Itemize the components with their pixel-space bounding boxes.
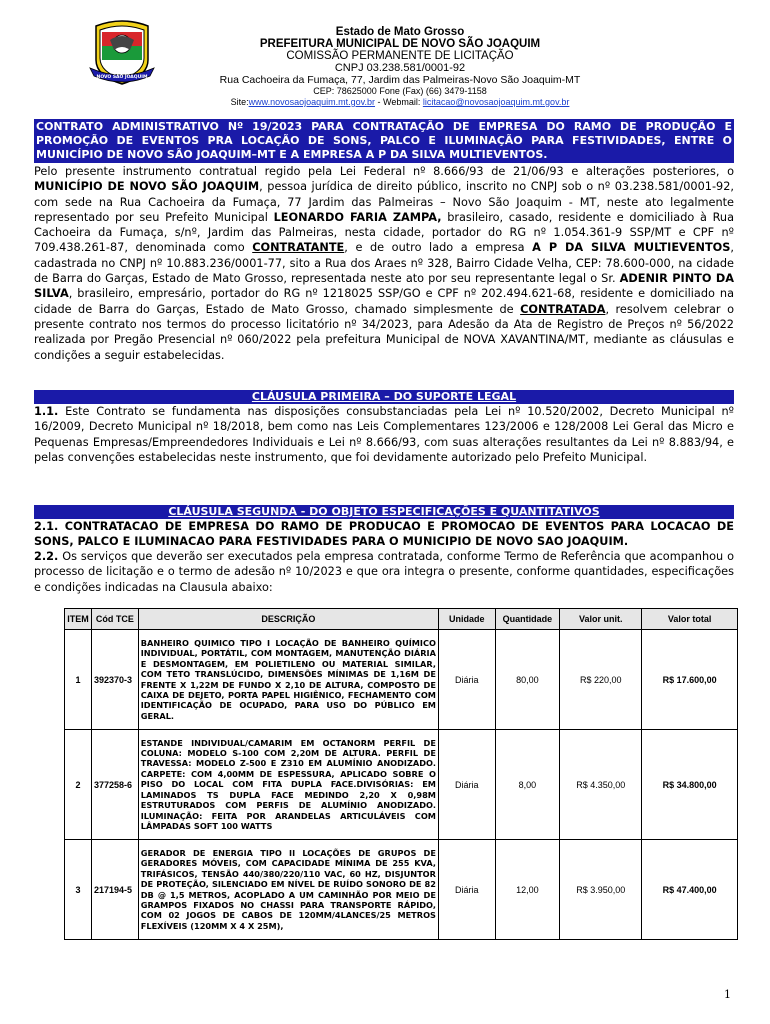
col-unidade: Unidade <box>438 609 495 630</box>
contract-title-banner: CONTRATO ADMINISTRATIVO Nº 19/2023 PARA CONTRATAÇÃO DE EMPRESA DO RAMO DE PRODUÇÃO E PROMOÇÃO DE EVENTOS PRA LOCAÇÃO DE SONS, PALCO E ILUMINAÇÃO PARA FESTIVIDADES, ENTRE O MUNICÍPIO DE NOVO SÃO JOAQUIM–MT E A EMPRESA A P DA SILVA MULTIEVENTOS. <box>36 120 732 161</box>
cell-quantidade: 12,00 <box>495 840 560 940</box>
municipal-coat-of-arms-logo <box>88 16 156 88</box>
cell-valor-total: R$ 47.400,00 <box>642 840 738 940</box>
clause-1-title: CLÁUSULA PRIMEIRA – DO SUPORTE LEGAL <box>34 390 734 404</box>
cell-cod: 217194-5 <box>91 840 138 940</box>
items-table <box>64 608 738 940</box>
empresa-name: A P DA SILVA MULTIEVENTOS <box>532 241 731 255</box>
representante-name: ADENIR PINTO DA SILVA <box>34 272 734 301</box>
cell-valor-unit: R$ 4.350,00 <box>560 730 642 840</box>
prefeitura-name: PREFEITURA MUNICIPAL DE NOVO SÃO JOAQUIM <box>259 38 541 50</box>
address: Rua Cachoeira da Fumaça, 77, Jardim das Palmeiras-Novo São Joaquim-MT <box>219 74 581 86</box>
state-name: Estado de Mato Grosso <box>335 26 465 38</box>
cell-desc: ESTANDE INDIVIDUAL/CAMARIM EM OCTANORM PERFIL DE COLUNA: MODELO S-100 COM 2,20M DE ALTURA. PERFIL DE TRAVESSA: MODELO Z-500 E Z310 EM ALUMÍNIO ANODIZADO. CARPETE: COM 4,00MM DE ESPESSURA, APLICADO SOBRE O PISO DO LOCAL COM FITA DUPLA FACE.DIVISÓRIAS: EM LAMINADOS TS DUPLA FACE MEDINDO 2,20 X 0,98M ESTRUTURADOS COM PERFIS DE ALUMÍNIO ANODIZADO. ILUMINAÇÃO: FEITA POR ARANDELAS ARTICULÁVEIS COM LÂMPADAS SOFT 100 WATTS <box>138 730 438 840</box>
svg-text:NOVO SÃO JOAQUIM: NOVO SÃO JOAQUIM <box>96 75 148 80</box>
col-valor-total: Valor total <box>642 609 738 630</box>
table-row <box>65 630 738 730</box>
clause-1-text: 1.1. Este Contrato se fundamenta nas disposições consubstanciadas pela Lei nº 10.520/2002, Decreto Municipal nº 16/2009, Decreto Municipal nº 18/2018, bem como nas Leis Complementares 123/2006 e 128/2008 Lei Geral das Micro e Pequenas Empresas/Empreendedores Individuais e Lei nº 8.666/93, com suas alterações resultantes da Lei nº 8.883/94, e pelas convenções estabelecidas neste instrumento, que foi devidamente autorizado pelo Prefeito Municipal. <box>34 405 734 464</box>
clause-1-number: 1.1. <box>34 405 59 418</box>
cell-valor-total: R$ 17.600,00 <box>642 630 738 730</box>
commission-name: COMISSÃO PERMANENTE DE LICITAÇÃO <box>286 50 514 62</box>
webmail-link[interactable]: licitacao@novosaojoaquim.mt.gov.br <box>422 97 570 107</box>
contratada-label: CONTRATADA <box>520 302 606 316</box>
cnpj: CNPJ 03.238.581/0001-92 <box>334 62 466 74</box>
table-row <box>65 840 738 940</box>
col-quantidade: Quantidade <box>495 609 560 630</box>
cell-desc: GERADOR DE ENERGIA TIPO II LOCAÇÕES DE GRUPOS DE GERADORES MÓVEIS, COM CAPACIDADE MÍNIMA DE 255 KVA, TRIFÁSICOS, TENSÃO 440/380/220/110 VAC, 60 HZ, DISJUNTOR DE PROTEÇÃO, SILENCIADO EM NÍVEL DE RUÍDO SONORO DE 82 DB @ 1,5 METROS, ACOPLADO A UM CAMINHÃO POR MEIO DE GRAMPOS FIXADOS NO CHASSI PARA TRANSPORTE RÁPIDO, COM 02 JOGOS DE CABOS DE 120MM/4LANCES/25 METROS FLEXÍVEIS (120MM X 4 X 25M), <box>138 840 438 940</box>
cell-valor-unit: R$ 3.950,00 <box>560 840 642 940</box>
intro-paragraph: Pelo presente instrumento contratual regido pela Lei Federal nº 8.666/93 de 21/06/93 e alterações posteriores, o MUNICÍPIO DE NOVO SÃO JOAQUIM, pessoa jurídica de direito público, inscrito no CNPJ sob o nº 03.238.581/0001-92, com sede na Rua Cachoeira da Fumaça, 77 Jardim das Palmeiras – Novo São Joaquim - MT, neste ato legalmente representado por seu Prefeito Municipal LEONARDO FARIA ZAMPA, brasileiro, casado, residente e domiciliado à Rua Cachoeira da Fumaça, s/nº, Jardim das Palmeiras, nesta cidade, portador do RG nº 1.054.361-9 SSP/MT e CPF nº 709.438.261-87, denominada como CONTRATANTE, e de outro lado a empresa A P DA SILVA MULTIEVENTOS, cadastrada no CNPJ nº 10.883.236/0001-77, sito a Rua dos Araes nº 328, Bairro Cidade Velha, CEP: 78.600-000, na cidade de Barra do Garças, Estado de Mato Grosso, representada neste ato por seu representante legal o Sr. ADENIR PINTO DA SILVA, brasileiro, empresário, portador do RG nº 1218025 SSP/GO e CPF nº 202.494.621-68, residente e domiciliado na cidade de Barra do Garças, Estado de Mato Grosso, chamado simplesmente de CONTRATADA, resolvem celebrar o presente contrato nos termos do processo licitatório nº 34/2023, para Adesão da Ata de Registro de Preços nº 56/2022 realizada por Pregão Presencial nº 060/2022 pela prefeitura Municipal de NOVA XAVANTINA/MT, mediante as cláusulas e condições a seguir estabelecidas. <box>34 165 735 362</box>
letterhead <box>190 26 610 108</box>
table-row <box>65 730 738 840</box>
col-item: ITEM <box>65 609 92 630</box>
site-prefix: Site: <box>230 97 249 107</box>
site-line <box>190 97 610 108</box>
cell-item: 3 <box>65 840 92 940</box>
clause-2-title: CLÁUSULA SEGUNDA - DO OBJETO ESPECIFICAÇÕES E QUANTITATIVOS <box>34 505 734 519</box>
col-valor-unit: Valor unit. <box>560 609 642 630</box>
contratante-label: CONTRATANTE <box>252 241 345 255</box>
cell-unidade: Diária <box>438 630 495 730</box>
cell-valor-unit: R$ 220,00 <box>560 630 642 730</box>
site-link[interactable]: www.novosaojoaquim.mt.gov.br <box>248 97 376 107</box>
cell-cod: 392370-3 <box>91 630 138 730</box>
cell-unidade: Diária <box>438 840 495 940</box>
col-cod-tce: Cód TCE <box>91 609 138 630</box>
cell-item: 1 <box>65 630 92 730</box>
clause-2-2-number: 2.2. <box>34 550 59 563</box>
cell-item: 2 <box>65 730 92 840</box>
cell-quantidade: 8,00 <box>495 730 560 840</box>
cell-valor-total: R$ 34.800,00 <box>642 730 738 840</box>
clause-2-1: 2.1. CONTRATACAO DE EMPRESA DO RAMO DE PRODUCAO E PROMOCAO DE EVENTOS PARA LOCACAO DE SONS, PALCO E ILUMINACAO PARA FESTIVIDADES PARA O MUNICIPIO DE NOVO SAO JOAQUIM. <box>34 520 734 548</box>
cell-cod: 377258-6 <box>91 730 138 840</box>
col-descricao: DESCRIÇÃO <box>138 609 438 630</box>
page-number: 1 <box>724 988 731 1001</box>
cep-phone: CEP: 78625000 Fone (Fax) (66) 3479-1158 <box>313 86 487 96</box>
clause-2-2: 2.2. Os serviços que deverão ser executados pela empresa contratada, conforme Termo de Referência que acompanhou o processo de licitação e o termo de adesão nº 10/2023 e que ora integra o presente, conforme quantidades, especificações e condições indicadas na Clausula abaixo: <box>34 550 734 594</box>
municipio-name: MUNICÍPIO DE NOVO SÃO JOAQUIM <box>34 180 260 194</box>
cell-quantidade: 80,00 <box>495 630 560 730</box>
prefeito-name: LEONARDO FARIA ZAMPA, <box>273 210 442 224</box>
cell-unidade: Diária <box>438 730 495 840</box>
cell-desc: BANHEIRO QUIMICO TIPO I LOCAÇÃO DE BANHEIRO QUÍMICO INDIVIDUAL, PORTÁTIL, COM MONTAGEM, MANUTENÇÃO DIÁRIA E DESMONTAGEM, EM POLIETILENO OU MATERIAL SIMILAR, COM TETO TRANSLÚCIDO, DIMENSÕES MÍNIMAS DE 1,16M DE FRENTE X 1,22M DE FUNDO X 2,10 DE ALTURA, COMPOSTO DE CAIXA DE DEJETO, PORTA PAPEL HIGIÊNICO, FECHAMENTO COM IDENTIFICAÇÃO DE OCUPADO, PARA USO DO PÚBLICO EM GERAL. <box>138 630 438 730</box>
table-header-row <box>65 609 738 630</box>
webmail-prefix: - Webmail: <box>375 97 423 107</box>
